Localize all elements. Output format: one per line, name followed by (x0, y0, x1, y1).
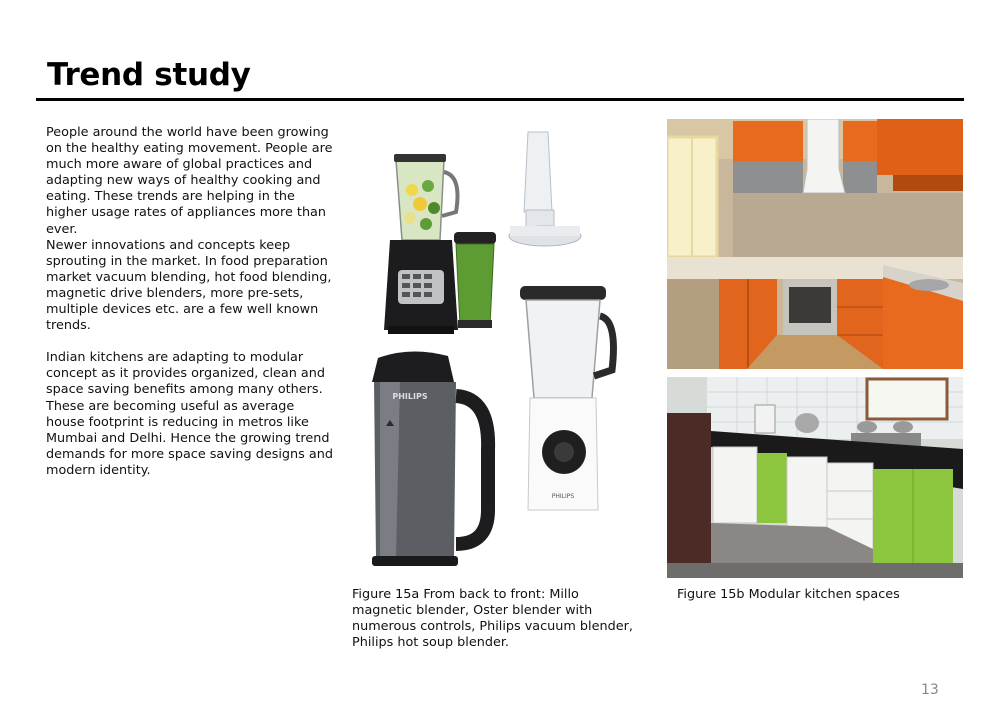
paragraph-healthy-eating: People around the world have been growing on the healthy eating movement. People are much more aware of global practices and adapting new ways of healthy cooking and eating. These trends are helping in the higher usage rates of appliances more than ever. (46, 125, 333, 237)
figure-15a-caption: Figure 15a From back to front: Millo magnetic blender, Oster blender with numerous controls, Philips vacuum blender, Philips hot soup blender. (352, 587, 633, 650)
juice-cup-illustration (454, 232, 496, 328)
figure-15b-caption: Figure 15b Modular kitchen spaces (677, 587, 900, 602)
paragraph-innovations: Newer innovations and concepts keep sprouting in the market. In food preparation market vacuum blending, hot food blending, magnetic drive blenders, more pre-sets, multiple devices etc. are a few well known trends. (46, 237, 332, 334)
philips-vacuum-blender-illustration (520, 286, 614, 510)
philips-brand-label-small: PHILIPS (551, 493, 575, 500)
millo-blender-illustration (509, 132, 581, 246)
philips-soup-maker-illustration (372, 351, 488, 566)
paragraph-modular-kitchens: Indian kitchens are adapting to modular concept as it provides organized, clean and space saving benefits among many others. These are becoming useful as average house footprint is reducing in metros like Mumbai and Delhi. Hence the growing trend demands for more space saving designs and modern identity. (46, 350, 333, 478)
figure-15b-orange-kitchen-image (667, 119, 963, 369)
figure-15b-green-kitchen-image (667, 377, 963, 578)
body-text (46, 125, 336, 479)
figure-15a-appliances-image (350, 120, 650, 575)
philips-brand-label: PHILIPS (392, 392, 428, 401)
oster-blender-illustration (384, 154, 458, 334)
page-title: Trend study (47, 57, 251, 93)
title-divider (36, 98, 964, 101)
page-number: 13 (921, 682, 939, 698)
